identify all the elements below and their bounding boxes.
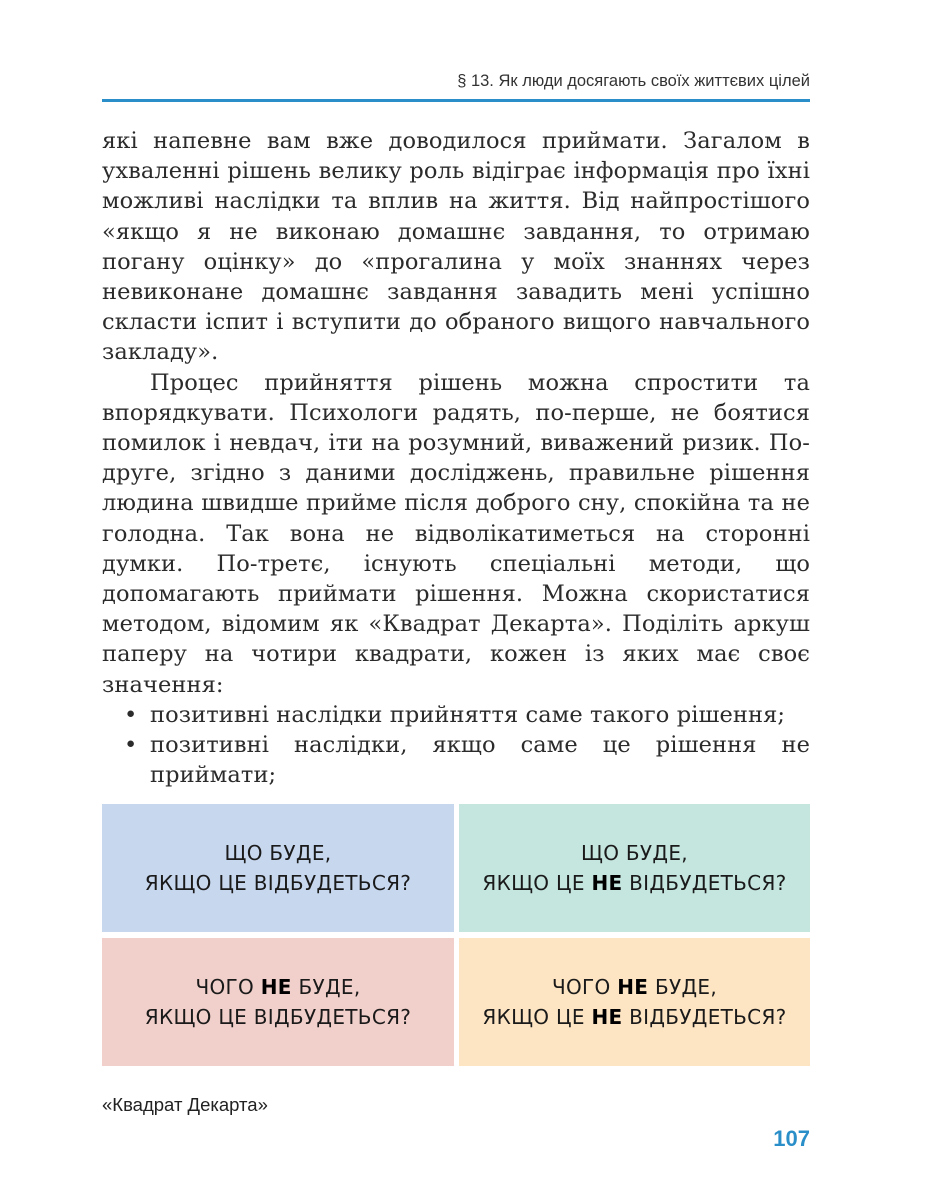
quadrant-top-right — [459, 804, 810, 932]
quadrant-text: ВІДБУДЕТЬСЯ? — [629, 1005, 787, 1029]
body-text — [102, 126, 810, 790]
quadrant-text: ЧОГО — [552, 975, 611, 999]
quadrant-bottom-right — [459, 938, 810, 1066]
quadrant-emphasis: НЕ — [617, 975, 649, 999]
quadrant-emphasis: НЕ — [591, 871, 623, 895]
quadrant-text: ЧОГО — [195, 975, 255, 999]
list-item-text: позитивні наслідки прийняття саме такого рішення; — [150, 701, 786, 728]
quadrant-text: БУДЕ, — [654, 975, 717, 999]
figure-caption: «Квадрат Декарта» — [102, 1094, 268, 1115]
list-item-text: позитивні наслідки, якщо саме це рішення не приймати; — [150, 732, 810, 789]
bullet-icon: • — [124, 701, 138, 728]
bullet-list — [102, 700, 810, 791]
list-item — [102, 700, 810, 730]
paragraph-1: які напевне вам вже доводилося приймати. Загалом в ухваленні рішень велику роль відіграє інформація про їхні можливі наслідки та вплив на життя. Від найпростішого «якщо я не виконаю домашнє завдання, то отримаю погану оцінку» до «прогалина у моїх знаннях через невиконане домашнє завдання завадить мені успішно скласти іспит і вступити до обраного вищого навчального закладу». — [102, 128, 810, 366]
quadrant-emphasis: НЕ — [260, 975, 292, 999]
bullet-icon: • — [124, 732, 138, 759]
quadrant-line: ЩО БУДЕ, — [224, 841, 332, 865]
running-header: § 13. Як люди досягають своїх життєвих цілей — [457, 72, 810, 90]
quadrant-line: ЯКЩО ЦЕ ВІДБУДЕТЬСЯ? — [144, 871, 412, 895]
quadrant-text: ЯКЩО ЦЕ — [482, 1005, 585, 1029]
header-rule — [102, 99, 810, 102]
quadrant-top-left — [102, 804, 454, 932]
page-number: 107 — [773, 1126, 810, 1151]
quadrant-text: БУДЕ, — [298, 975, 361, 999]
descartes-square — [102, 804, 810, 1066]
quadrant-line: ЯКЩО ЦЕ ВІДБУДЕТЬСЯ? — [144, 1005, 412, 1029]
quadrant-emphasis: НЕ — [591, 1005, 623, 1029]
quadrant-line: ЩО БУДЕ, — [581, 841, 688, 865]
paragraph-2: Процес прийняття рішень можна спростити та впорядкувати. Психологи радять, по-перше, не боятися помилок і невдач, іти на розумний, виважений ризик. По-друге, згідно з даними досліджень, правильне рішення людина швидше прийме після доброго сну, спокійна та не голодна. Так вона не відволікатиметься на сторонні думки. По-третє, існують спеціальні методи, що допомагають приймати рішення. Можна скористатися методом, відомим як «Квадрат Декарта». Поділіть аркуш паперу на чотири квадрати, кожен із яких має своє значення: — [102, 369, 810, 698]
quadrant-bottom-left — [102, 938, 454, 1066]
list-item — [102, 730, 810, 790]
quadrant-text: ЯКЩО ЦЕ — [482, 871, 585, 895]
quadrant-text: ВІДБУДЕТЬСЯ? — [629, 871, 787, 895]
